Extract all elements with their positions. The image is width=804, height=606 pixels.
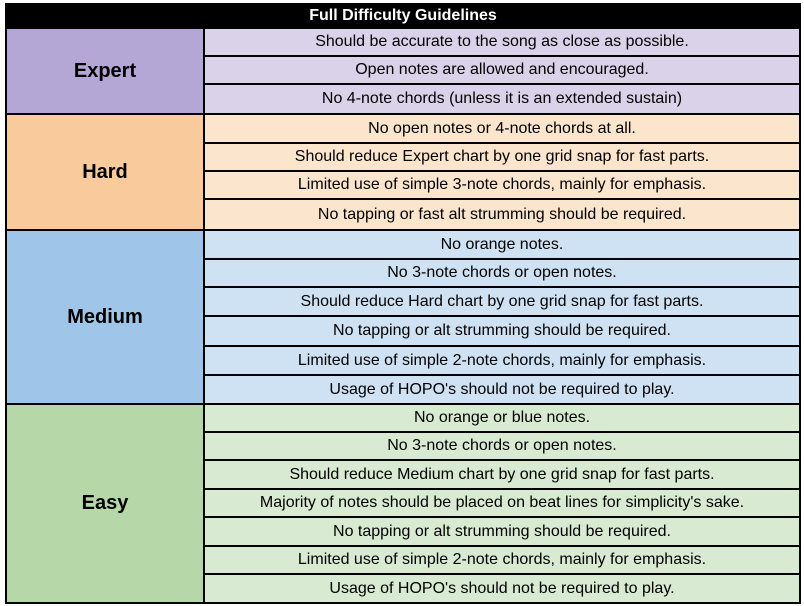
- rule-row: No 4-note chords (unless it is an extended sustain): [205, 85, 799, 113]
- table-title: Full Difficulty Guidelines: [309, 7, 497, 24]
- rule-row: No tapping or alt strumming should be required.: [205, 518, 799, 545]
- rule-row: Should reduce Expert chart by one grid snap for fast parts.: [205, 144, 799, 170]
- rule-row: No 3-note chords or open notes.: [205, 260, 799, 286]
- rule-row: Limited use of simple 2-note chords, mainly for emphasis.: [205, 547, 799, 573]
- difficulty-group-hard: [7, 115, 799, 229]
- difficulty-label-expert: Expert: [7, 29, 203, 113]
- rule-row: No orange notes.: [205, 231, 799, 258]
- rule-row: No 3-note chords or open notes.: [205, 433, 799, 459]
- rule-row: Limited use of simple 3-note chords, mainly for emphasis.: [205, 172, 799, 198]
- rule-row: No open notes or 4-note chords at all.: [205, 115, 799, 142]
- rule-row: Usage of HOPO's should not be required to play.: [205, 376, 799, 403]
- rule-row: Open notes are allowed and encouraged.: [205, 57, 799, 83]
- difficulty-label-easy: Easy: [7, 405, 203, 602]
- rule-row: Usage of HOPO's should not be required to play.: [205, 575, 799, 602]
- difficulty-guidelines-table: [5, 3, 801, 604]
- rule-row: Should reduce Hard chart by one grid snap for fast parts.: [205, 288, 799, 315]
- difficulty-label-medium: Medium: [7, 231, 203, 403]
- difficulty-group-medium: [7, 231, 799, 403]
- rule-row: Should be accurate to the song as close as possible.: [205, 29, 799, 55]
- difficulty-label-hard: Hard: [7, 115, 203, 229]
- rule-row: Limited use of simple 2-note chords, mainly for emphasis.: [205, 347, 799, 374]
- rule-row: Majority of notes should be placed on beat lines for simplicity's sake.: [205, 490, 799, 516]
- rule-row: No tapping or fast alt strumming should be required.: [205, 200, 799, 229]
- rule-row: No tapping or alt strumming should be required.: [205, 317, 799, 345]
- rule-row: No orange or blue notes.: [205, 405, 799, 431]
- difficulty-group-easy: [7, 405, 799, 602]
- difficulty-group-expert: [7, 29, 799, 113]
- rule-row: Should reduce Medium chart by one grid snap for fast parts.: [205, 461, 799, 488]
